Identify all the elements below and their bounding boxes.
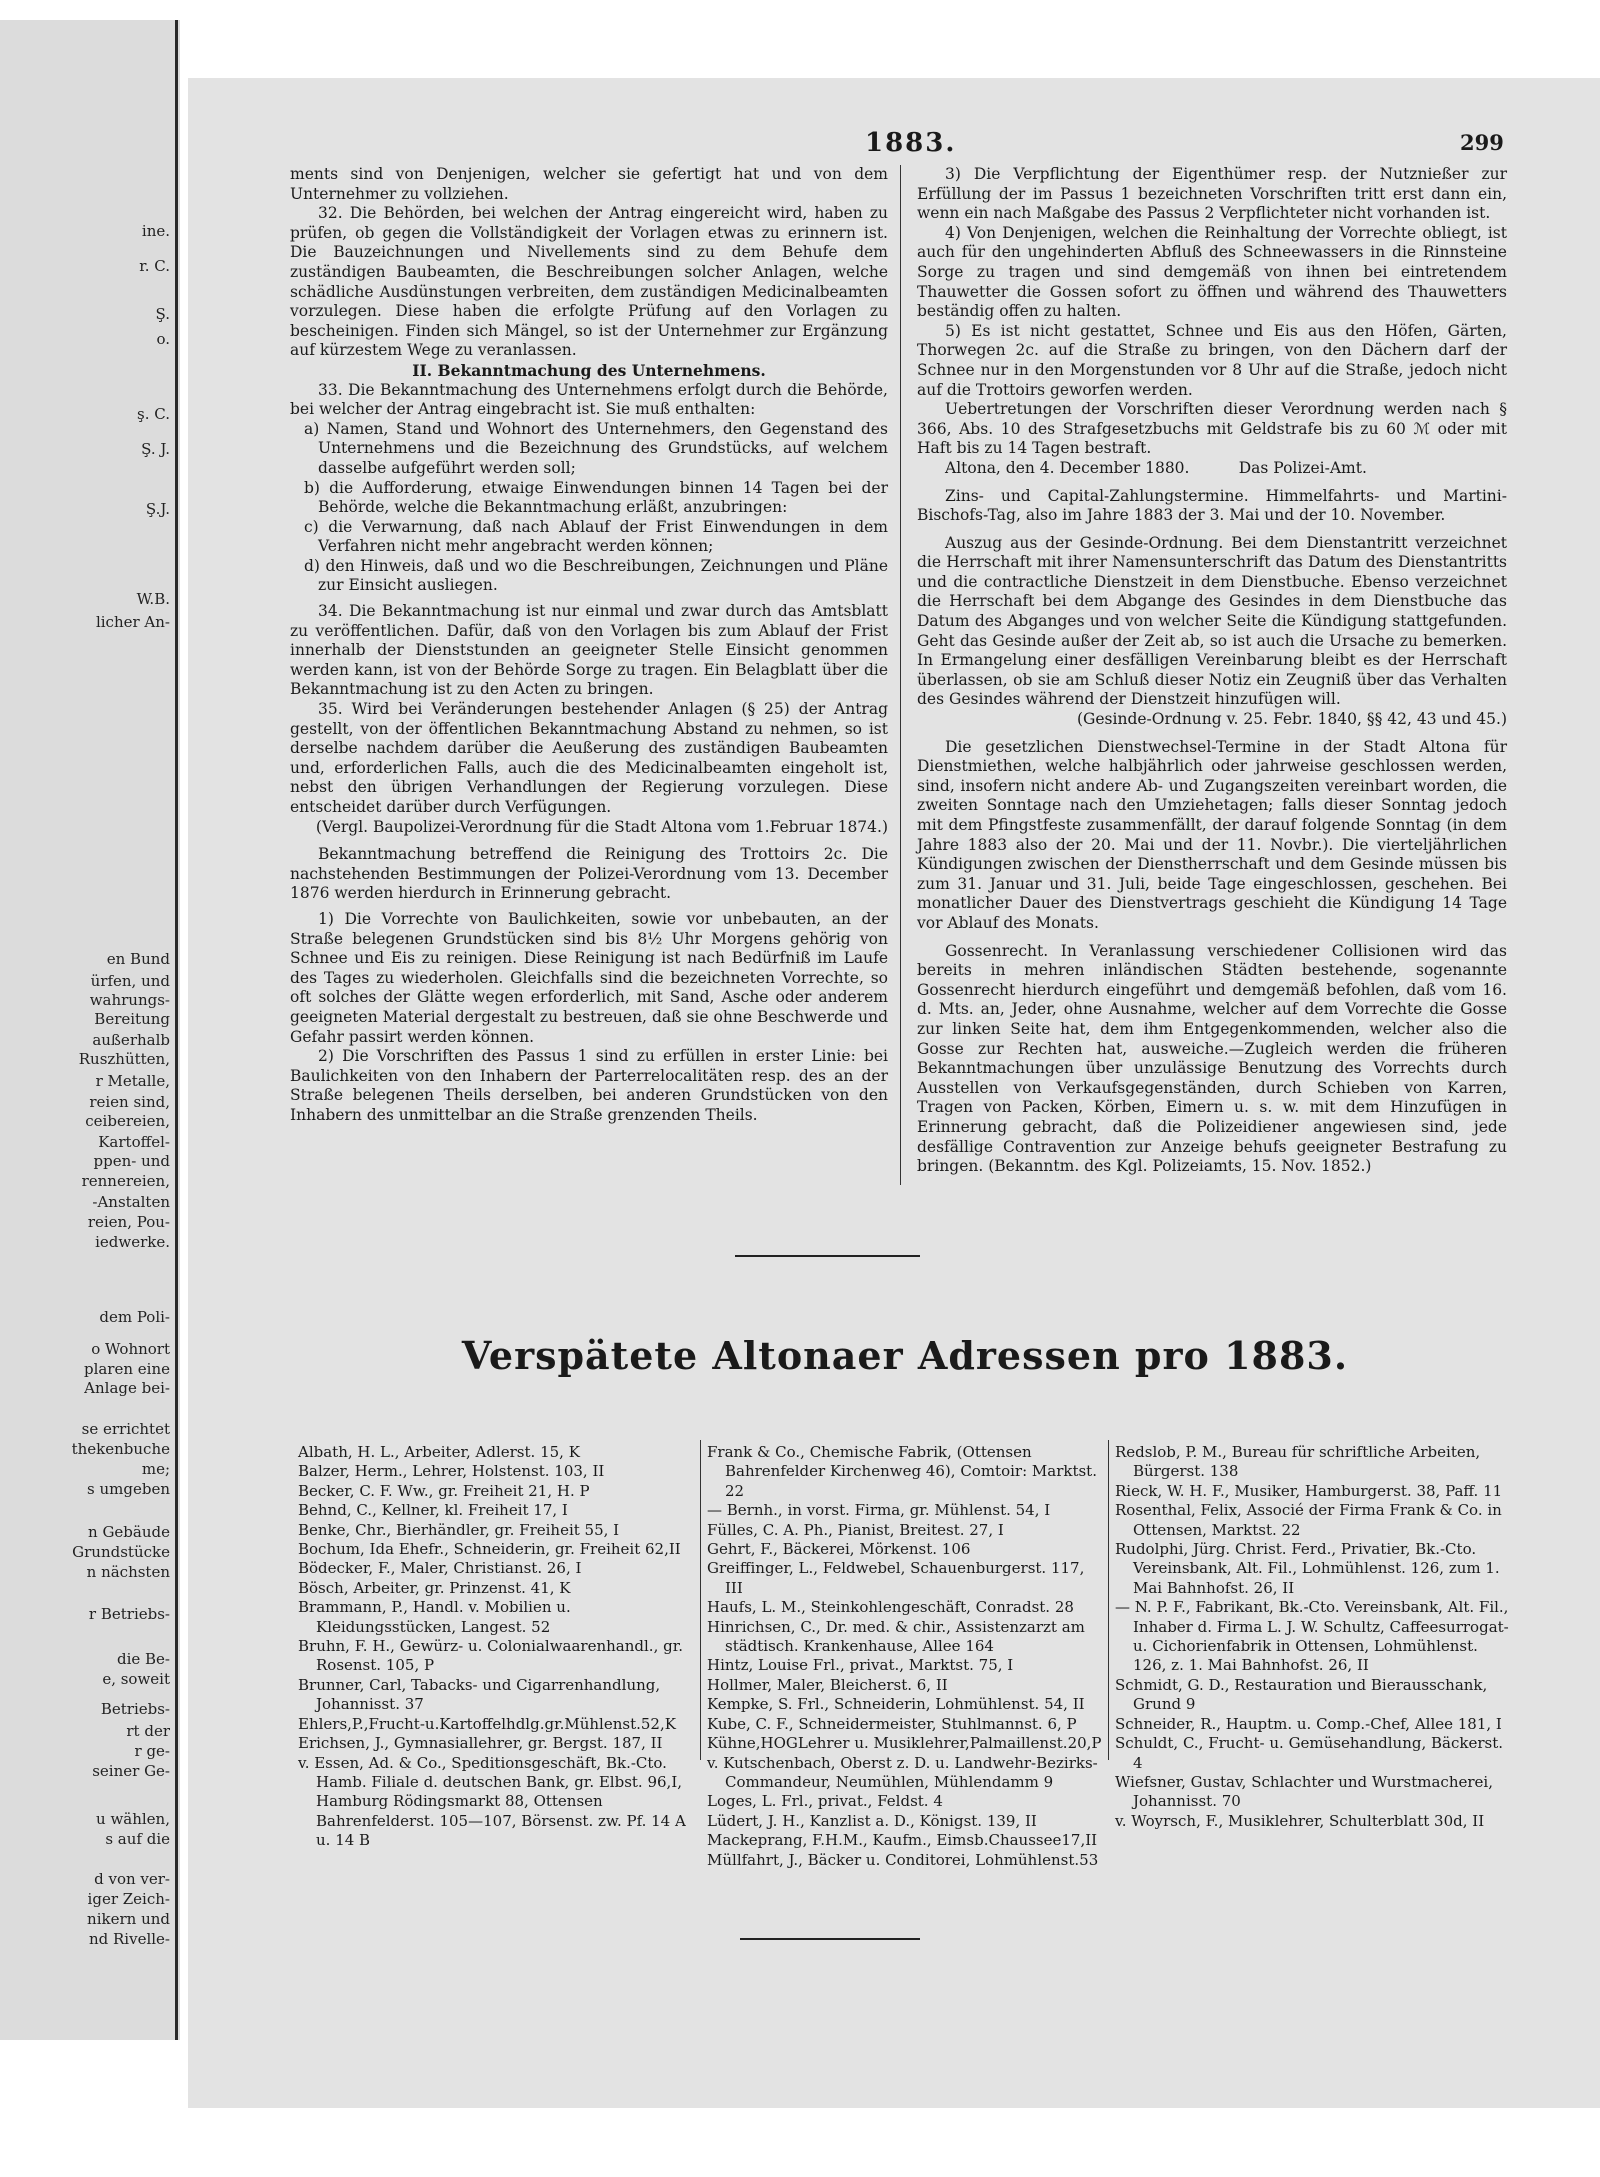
margin-fragment: s umgeben <box>87 1480 170 1498</box>
address-entry: Kühne,HOGLehrer u. Musiklehrer,Palmaillenst.20,P <box>707 1734 1102 1753</box>
margin-fragment: rt der <box>126 1722 170 1740</box>
address-entry: Rieck, W. H. F., Musiker, Hamburgerst. 38, Paff. 11 <box>1115 1481 1503 1500</box>
address-entry: Benke, Chr., Bierhändler, gr. Freiheit 55, I <box>298 1520 620 1539</box>
margin-fragment: ş. C. <box>137 405 170 423</box>
margin-fragment: n nächsten <box>86 1563 170 1581</box>
paragraph: 3) Die Verpflichtung der Eigenthümer resp. der Nutznießer zur Erfüllung der im Passus 1 bezeichneten Vorschriften tritt erst dann ein, wenn ein nach Maßgabe des Passus 2 Verpflichteter nicht vorhanden ist. <box>917 165 1507 223</box>
addresses-title: Verspätete Altonaer Adressen pro 1883. <box>461 1333 1349 1378</box>
column-divider <box>700 1440 701 1760</box>
address-entry: Albath, H. L., Arbeiter, Adlerst. 15, K <box>298 1443 580 1461</box>
margin-fragment: Ş. J. <box>141 440 170 458</box>
paragraph: 4) Von Denjenigen, welchen die Reinhaltung der Vorrechte obliegt, ist auch für den ungehinderten Abfluß des Schneewassers in die Rinnsteine Sorge zu tragen und sind demgemäß von ihnen bei eintretendem Thauwetter die Gossen sofort zu öffnen und während des Thauwetters beständig offen zu halten. <box>917 223 1507 321</box>
address-entry: Behnd, C., Kellner, kl. Freiheit 17, I <box>298 1501 568 1520</box>
address-column-2 <box>707 1443 1105 1870</box>
header-year: 1883. <box>865 128 957 158</box>
margin-fragment: Kartoffel- <box>98 1133 170 1151</box>
address-entry: Kempke, S. Frl., Schneiderin, Lohmühlenst. 54, II <box>707 1695 1085 1714</box>
margin-fragment: Anlage bei- <box>84 1379 170 1397</box>
signature-line: Altona, den 4. December 1880. Das Polizei-Amt. <box>945 458 1367 477</box>
list-item: b) die Aufforderung, etwaige Einwendungen binnen 14 Tagen bei der Behörde, welche die Bekanntmachung erläßt, anzubringen: <box>304 478 888 517</box>
margin-fragment: ppen- und <box>93 1152 170 1170</box>
paragraph: 32. Die Behörden, bei welchen der Antrag eingereicht wird, haben zu prüfen, ob gegen die Vollständigkeit der Vorlagen etwas zu erinnern ist. Die Bauzeichnungen und Nivellements sind zu dem Behufe dem zuständigen Baubeamten, die Beschreibungen solcher Anlagen, welche schädliche Ausdünstungen verbreiten, dem zuständigen Medicinalbeamten vorzulegen. Diese haben die erfolgte Prüfung auf den Vorlagen zu bescheinigen. Finden sich Mängel, so ist der Unternehmer zur Ergänzung auf kürzestem Wege zu veranlassen. <box>290 204 888 360</box>
margin-fragment: rennereien, <box>81 1172 170 1190</box>
list-item: d) den Hinweis, daß und wo die Beschreibungen, Zeichnungen und Pläne zur Einsicht ausliegen. <box>304 556 888 595</box>
address-entry: Balzer, Herm., Lehrer, Holstenst. 103, II <box>298 1462 605 1481</box>
margin-fragment: reien, Pou- <box>87 1213 170 1231</box>
margin-fragment: wahrungs- <box>89 991 170 1009</box>
margin-fragment: Ruszhütten, <box>78 1050 170 1068</box>
citation: (Vergl. Baupolizei-Verordnung für die Stadt Altona vom 1.Februar 1874.) <box>315 817 888 836</box>
address-entry: Wiefsner, Gustav, Schlachter und Wurstmacherei, Johannisst. 70 <box>1115 1772 1493 1811</box>
margin-fragment: reien sind, <box>89 1093 170 1111</box>
address-entry: Bösch, Arbeiter, gr. Prinzenst. 41, K <box>298 1578 571 1597</box>
margin-fragment: o Wohnort <box>91 1340 170 1358</box>
address-entry: Rosenthal, Felix, Associé der Firma Frank & Co. in Ottensen, Marktst. 22 <box>1115 1501 1502 1539</box>
separator-rule <box>735 1255 920 1257</box>
address-entry: Erichsen, J., Gymnasiallehrer, gr. Bergst. 187, II <box>298 1734 663 1753</box>
margin-fragment: r Betriebs- <box>88 1605 170 1623</box>
page-gutter <box>175 20 178 2040</box>
address-entry: Hinrichsen, C., Dr. med. & chir., Assistenzarzt am städtisch. Krankenhause, Allee 164 <box>707 1617 1085 1656</box>
address-entry: Bruhn, F. H., Gewürz- u. Colonialwaarenhandl., gr. Rosenst. 105, P <box>298 1637 683 1675</box>
paragraph: Bekanntmachung betreffend die Reinigung des Trottoirs 2c. Die nachstehenden Bestimmungen der Polizei-Verordnung vom 13. December 1876 werden hierdurch in Erinnerung gebracht. <box>290 845 888 903</box>
margin-fragment: nd Rivelle- <box>88 1930 170 1948</box>
citation: (Gesinde-Ordnung v. 25. Febr. 1840, §§ 42, 43 und 45.) <box>1076 710 1507 729</box>
page-number: 299 <box>1460 130 1504 155</box>
address-entry: Kube, C. F., Schneidermeister, Stuhlmannst. 6, P <box>707 1714 1077 1733</box>
margin-fragment: u wählen, <box>96 1810 170 1828</box>
margin-fragment: e, soweit <box>102 1670 170 1688</box>
margin-fragment: s auf die <box>105 1830 170 1848</box>
column-divider <box>1108 1440 1109 1760</box>
address-entry: Loges, L. Frl., privat., Feldst. 4 <box>707 1792 943 1811</box>
paragraph: 2) Die Vorschriften des Passus 1 sind zu erfüllen in erster Linie: bei Baulichkeiten von den Inhabern der Parterrelocalitäten resp. des an der Straße belegenen Theils derselben, bei anderen Grundstücken von den Inhabern des unmittelbar an die Straße grenzenden Theils. <box>290 1047 888 1124</box>
margin-fragment: ceibereien, <box>85 1112 170 1130</box>
margin-fragment: me; <box>141 1460 170 1478</box>
margin-fragment: dem Poli- <box>99 1308 170 1326</box>
address-entry: Mackeprang, F.H.M., Kaufm., Eimsb.Chaussee17,II <box>707 1831 1098 1850</box>
margin-fragment: n Gebäude <box>88 1523 170 1541</box>
address-entry: Bödecker, F., Maler, Christianst. 26, I <box>298 1559 582 1578</box>
margin-fragment: en Bund <box>106 950 170 968</box>
address-entry: Brunner, Carl, Tabacks- und Cigarrenhandlung, Johannisst. 37 <box>298 1675 661 1714</box>
paragraph: 33. Die Bekanntmachung des Unternehmens erfolgt durch die Behörde, bei welcher der Antrag eingebracht ist. Sie muß enthalten: <box>290 380 888 419</box>
address-entry: Hintz, Louise Frl., privat., Marktst. 75, I <box>707 1656 1014 1675</box>
address-entry: — N. P. F., Fabrikant, Bk.-Cto. Vereinsbank, Alt. Fil., Inhaber d. Firma L. J. W. Schultz, Caffeesurrogat- u. Cichorienfabrik in Ottensen, Lohmühlenst. 126, z. 1. Mai Bahnhofst. 26, II <box>1115 1598 1509 1675</box>
paragraph: Gossenrecht. In Veranlassung verschiedener Collisionen wird das bereits in mehren inländischen Städten bestehende, sogenannte Gossenrecht hierdurch eingeführt und demgemäß befohlen, daß vom 16. d. Mts. an, Jeder, ohne Ausnahme, welcher auf dem Vorrechte die Gosse zur linken Seite hat, dem ihm Entgegenkommenden, welcher also die Gosse zur Rechten hat, ausweiche.—Zugleich werden die früheren Bekanntmachungen über unzulässige Benutzung des Vorrechts durch Ausstellen von Verkaufsgegenständen, durch Schieben von Karren, Tragen von Packen, Körben, Eimern u. s. w. mit dem Hinzufügen in Erinnerung gebracht, daß die Polizeidiener angewiesen sind, jede desfällige Contravention zur Anzeige behufs geeigneter Bestrafung zu bringen. (Bekanntm. des Kgl. Polizeiamts, 15. Nov. 1852.) <box>917 941 1507 1176</box>
address-entry: Bochum, Ida Ehefr., Schneiderin, gr. Freiheit 62,II <box>298 1540 681 1559</box>
margin-fragment: Bereitung <box>94 1010 170 1028</box>
address-entry: Hollmer, Maler, Bleicherst. 6, II <box>707 1675 948 1694</box>
separator-rule <box>740 1938 920 1940</box>
margin-fragment: W.B. <box>136 590 170 608</box>
paragraph: 1) Die Vorrechte von Baulichkeiten, sowie vor unbebauten, an der Straße belegenen Grundstücken sind bis 8½ Uhr Morgens gehörig von Schnee und Eis zu reinigen. Diese Reinigung ist nach Bedürfniß im Laufe des Tages zu wiederholen. Gleichfalls sind die bezeichneten Vorrechte, so oft solches der Glätte wegen erforderlich, mit Sand, Asche oder anderem geeigneten Material dergestalt zu bestreuen, daß sie ohne Beschwerde und Gefahr passirt werden können. <box>290 909 888 1046</box>
address-entry: Rudolphi, Jürg. Christ. Ferd., Privatier, Bk.-Cto. Vereinsbank, Alt. Fil., Lohmühlenst. 126, zum 1. Mai Bahnhofst. 26, II <box>1115 1540 1500 1597</box>
address-entry: Becker, C. F. Ww., gr. Freiheit 21, H. P <box>298 1481 590 1500</box>
address-entry: Schmidt, G. D., Restauration und Bierausschank, Grund 9 <box>1115 1675 1488 1714</box>
paragraph: ments sind von Denjenigen, welcher sie gefertigt hat und von dem Unternehmer zu vollziehen. <box>290 165 888 203</box>
address-entry: Redslob, P. M., Bureau für schriftliche Arbeiten, Bürgerst. 138 <box>1115 1443 1481 1481</box>
address-entry: v. Essen, Ad. & Co., Speditionsgeschäft, Bk.-Cto. Hamb. Filiale d. deutschen Bank, gr. Elbst. 96,I, Hamburg Rödingsmarkt 88, Ottensen Bahrenfelderst. 105—107, Börsenst. zw. Pf. 14 A u. 14 B <box>298 1753 686 1850</box>
margin-fragment: r. C. <box>139 257 170 275</box>
margin-fragment: -Anstalten <box>92 1193 170 1211</box>
margin-fragment: o. <box>156 330 170 348</box>
address-column-3 <box>1115 1443 1515 1831</box>
address-entry: v. Kutschenbach, Oberst z. D. u. Landwehr-Bezirks-Commandeur, Neumühlen, Mühlendamm 9 <box>707 1753 1098 1791</box>
paragraph: 35. Wird bei Veränderungen bestehender Anlagen (§ 25) der Antrag gestellt, von der öffentlichen Bekanntmachung Abstand zu nehmen, so ist derselbe nachdem darüber die Aeußerung des zuständigen Baubeamten und, erforderlichen Falls, auch die des Medicinalbeamten eingeholt ist, nebst den übrigen Verhandlungen der Regierung vorzulegen. Diese entscheidet darüber durch Verfügungen. <box>290 700 888 816</box>
paragraph: 5) Es ist nicht gestattet, Schnee und Eis aus den Höfen, Gärten, Thorwegen 2c. auf die Straße zu bringen, von den Dächern darf der Schnee nur in den Morgenstunden vor 8 Uhr auf die Straße, jedoch nicht auf die Trottoirs geworfen werden. <box>917 321 1507 399</box>
address-entry: Schneider, R., Hauptm. u. Comp.-Chef, Allee 181, I <box>1115 1714 1502 1733</box>
list-item: c) die Verwarnung, daß nach Ablauf der Frist Einwendungen in dem Verfahren nicht mehr angebracht werden können; <box>304 517 888 556</box>
address-entry: Ehlers,P.,Frucht-u.Kartoffelhdlg.gr.Mühlenst.52,K <box>298 1714 676 1733</box>
margin-fragment: Ş.J. <box>145 500 170 518</box>
margin-fragment: iger Zeich- <box>87 1890 170 1908</box>
margin-fragment: Grundstücke <box>72 1543 170 1561</box>
address-entry: Schuldt, C., Frucht- u. Gemüsehandlung, Bäckerst. 4 <box>1115 1734 1504 1772</box>
margin-fragment: Ş. <box>155 305 170 323</box>
margin-fragment: plaren eine <box>83 1360 170 1378</box>
margin-fragment: r Metalle, <box>95 1072 170 1090</box>
margin-fragment: d von ver- <box>94 1870 170 1888</box>
section-heading: II. Bekanntmachung des Unternehmens. <box>412 360 766 380</box>
paragraph: Uebertretungen der Vorschriften dieser Verordnung werden nach § 366, Abs. 10 des Strafgesetzbuchs mit Geldstrafe bis zu 60 ℳ oder mit Haft bis zu 14 Tagen bestraft. <box>917 400 1507 458</box>
address-entry: Haufs, L. M., Steinkohlengeschäft, Conradst. 28 <box>707 1598 1074 1617</box>
margin-fragment: ine. <box>141 222 170 240</box>
address-column-1 <box>298 1443 693 1851</box>
margin-fragment: nikern und <box>87 1910 170 1928</box>
column-divider <box>900 165 901 1185</box>
previous-page-margin <box>0 20 180 2040</box>
address-entry: v. Woyrsch, F., Musiklehrer, Schulterblatt 30d, II <box>1115 1811 1485 1830</box>
paragraph: Zins- und Capital-Zahlungstermine. Himmelfahrts- und Martini-Bischofs-Tag, also im Jahre 1883 der 3. Mai und der 10. November. <box>917 486 1507 525</box>
address-entry: Fülles, C. A. Ph., Pianist, Breitest. 27, I <box>707 1520 1004 1539</box>
right-text-column <box>917 165 1507 1177</box>
margin-fragment: die Be- <box>116 1650 170 1668</box>
paragraph: Die gesetzlichen Dienstwechsel-Termine in der Stadt Altona für Dienstmiethen, welche halbjährlich oder jahrweise geschlossen werden, sind, insofern nicht andere Ab- und Zugangszeiten vereinbart worden, die zweiten Sonntage nach den Umziehetagen; falls dieser Sonntag jedoch mit dem Pfingstfeste zusammenfällt, der darauf folgende Sonntag (in dem Jahre 1883 also der 20. Mai und der 11. Novbr.). Die vierteljährlichen Kündigungen zwischen der Dienstherrschaft und dem Gesinde müssen bis zum 31. Januar und 31. Juli, beide Tage eingeschlossen, geschehen. Bei monatlicher Dauer des Dienstvertrags geschieht die Kündigung 14 Tage vor Ablauf des Monats. <box>917 737 1507 932</box>
paragraph: 34. Die Bekanntmachung ist nur einmal und zwar durch das Amtsblatt zu veröffentlichen. Dafür, daß von den Vorlagen bis zum Ablauf der Frist innerhalb der Dienststunden an geeigneter Stelle Einsicht genommen werden kann, ist von der Behörde Sorge zu tragen. Ein Belagblatt über die Bekanntmachung ist zu den Acten zu bringen. <box>290 602 888 699</box>
margin-fragment: se errichtet <box>81 1420 170 1438</box>
address-entry: Brammann, P., Handl. v. Mobilien u. Kleidungsstücken, Langest. 52 <box>298 1598 571 1636</box>
address-entry: Frank & Co., Chemische Fabrik, (Ottensen Bahrenfelder Kirchenweg 46), Comtoir: Marktst. 22 <box>707 1443 1097 1500</box>
address-entry: Lüdert, J. H., Kanzlist a. D., Königst. 139, II <box>707 1811 1037 1830</box>
margin-fragment: licher An- <box>95 613 170 631</box>
margin-fragment: Betriebs- <box>100 1700 170 1718</box>
page-header <box>300 88 1504 158</box>
list-item: a) Namen, Stand und Wohnort des Unternehmers, den Gegenstand des Unternehmens und die Bezeichnung des Grundstücks, auf welchem dasselbe aufgeführt werden soll; <box>304 419 888 477</box>
margin-fragment: außerhalb <box>92 1031 170 1049</box>
address-entry: — Bernh., in vorst. Firma, gr. Mühlenst. 54, I <box>707 1501 1051 1520</box>
margin-fragment: ürfen, und <box>90 972 170 990</box>
address-entry: Greiffinger, L., Feldwebel, Schauenburgerst. 117, III <box>707 1559 1085 1597</box>
margin-fragment: iedwerke. <box>95 1233 170 1251</box>
address-entry: Gehrt, F., Bäckerei, Mörkenst. 106 <box>707 1540 971 1559</box>
address-entry: Müllfahrt, J., Bäcker u. Conditorei, Lohmühlenst.53 <box>707 1850 1099 1869</box>
margin-fragment: seiner Ge- <box>92 1762 170 1780</box>
margin-fragment: thekenbuche <box>71 1440 170 1458</box>
left-text-column <box>290 165 888 1126</box>
paragraph: Auszug aus der Gesinde-Ordnung. Bei dem Dienstantritt verzeichnet die Herrschaft mit ihrer Namensunterschrift das Datum des Dienstantritts und die contractliche Dienstzeit in dem Dienstbuche. Ebenso verzeichnet die Herrschaft bei dem Abgange des Gesindes in dem Dienstbuche das Datum des Abganges und von welcher Seite die Kündigung stattgefunden. Geht das Gesinde außer der Zeit ab, so ist auch die Ursache zu bemerken. In Ermangelung einer desfälligen Vereinbarung bleibt es der Herrschaft überlassen, ob sie am Schluß dieser Notiz ein Zeugniß über das Verhalten des Gesindes während der Dienstzeit hinzufügen will. <box>917 533 1507 709</box>
margin-fragment: r ge- <box>134 1742 170 1760</box>
